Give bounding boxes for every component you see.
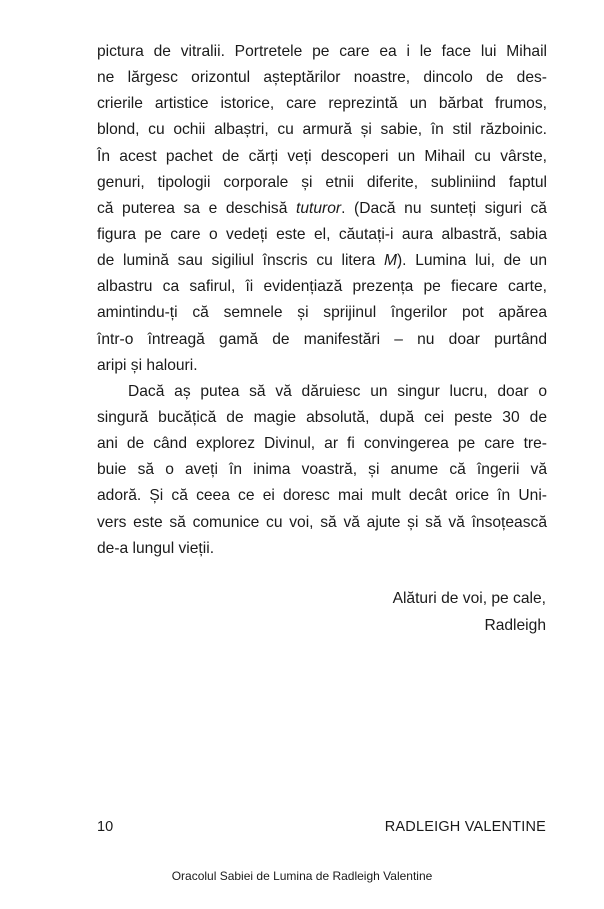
text-segment: Dacă aș putea să vă dăruiesc un singur lucru, doar o [128, 382, 547, 400]
text-line [97, 483, 547, 509]
text-line [97, 196, 547, 222]
text-segment: ani de când explorez Divinul, ar fi convingerea pe care tre- [97, 435, 547, 453]
text-segment: adoră. Și că ceea ce ei doresc mai mult decât orice în Uni- [97, 487, 547, 505]
text-segment: blond, cu ochii albaștri, cu armură și sabie, în stil războinic. [97, 121, 547, 139]
text-line [97, 510, 547, 536]
page-number: 10 [97, 819, 114, 835]
text-line [97, 170, 547, 196]
text-segment: într-o întreagă gamă de manifestări – nu doar purtând [97, 330, 547, 348]
text-segment: ne lărgesc orizontul așteptărilor noastre, dincolo de des- [97, 69, 547, 87]
text-segment: de lumină sau sigiliul înscris cu litera [97, 252, 384, 270]
body-text [97, 39, 547, 562]
text-line [97, 457, 547, 483]
text-line [97, 144, 547, 170]
text-segment: buie să o aveți în inima voastră, și anume că îngerii vă [97, 461, 547, 479]
text-line [97, 353, 547, 379]
text-line [97, 405, 547, 431]
text-segment: că puterea sa e deschisă [97, 199, 296, 217]
text-segment: pictura de vitralii. Portretele pe care ea i le face lui Mihail [97, 43, 547, 60]
text-segment: vers este să comunice cu voi, să vă ajute și să vă însoțească [97, 513, 547, 531]
text-segment: În acest pachet de cărți veți descoperi un Mihail cu vârste, [97, 147, 547, 165]
text-line [97, 222, 547, 248]
text-segment: genuri, tipologii corporale și etnii diferite, subliniind faptul [97, 173, 547, 191]
text-segment: . (Dacă nu sunteți siguri că [341, 199, 547, 217]
text-segment: crierile artistice istorice, care reprezintă un bărbat frumos, [97, 95, 547, 113]
text-line [97, 536, 547, 562]
signature-name: Radleigh [484, 617, 546, 634]
text-segment: aripi și halouri. [97, 356, 198, 374]
caption: Oracolul Sabiei de Lumina de Radleigh Valentine [171, 869, 433, 883]
italic-text: M [383, 252, 397, 270]
text-line [97, 39, 547, 65]
text-segment: singură bucățică de magie absolută, după cei peste 30 de [97, 408, 547, 426]
text-line [97, 300, 547, 326]
italic-text: tuturor [296, 199, 342, 217]
text-segment: amintindu-ți că semnele și sprijinul îngerilor pot apărea [97, 304, 547, 322]
text-segment: albastru ca safirul, îi evidențiază prezența pe fiecare carte, [97, 278, 547, 296]
signature-closing: Alături de voi, pe cale, [392, 590, 546, 607]
text-line [97, 248, 547, 274]
text-line [97, 379, 547, 405]
text-line [97, 327, 547, 353]
text-line [97, 65, 547, 91]
text-segment: de-a lungul vieții. [97, 539, 215, 557]
text-segment: ). Lumina lui, de un [396, 252, 547, 270]
text-line [97, 117, 547, 143]
text-segment: figura pe care o vedeți este el, căutați-i aura albastră, sabia [97, 225, 547, 243]
text-line [97, 431, 547, 457]
running-head: RADLEIGH VALENTINE [384, 819, 546, 835]
text-line [97, 274, 547, 300]
text-line [97, 91, 547, 117]
